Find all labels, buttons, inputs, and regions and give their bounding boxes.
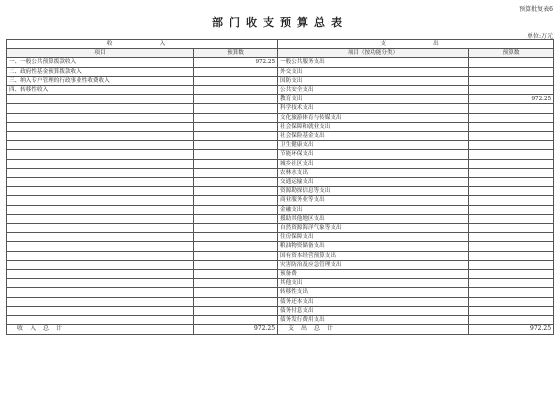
expense-value-cell (469, 187, 554, 196)
expense-value-cell (469, 122, 554, 131)
expense-value-cell (469, 113, 554, 122)
income-total-label: 收入总计 (7, 325, 194, 334)
income-item-cell (7, 159, 194, 168)
income-value-cell (194, 159, 278, 168)
expense-value-cell (469, 168, 554, 177)
income-value-cell (194, 67, 278, 76)
income-value-cell (194, 297, 278, 306)
expense-item-cell: 其他支出 (278, 279, 469, 288)
table-row (7, 270, 554, 279)
income-value-cell (194, 122, 278, 131)
expense-item-cell: 交通运输支出 (278, 178, 469, 187)
income-total-value: 972.25 (194, 325, 278, 334)
expense-value-cell (469, 288, 554, 297)
expense-item-cell: 一般公共服务支出 (278, 58, 469, 67)
income-value-cell (194, 113, 278, 122)
expense-total-value: 972.25 (469, 325, 554, 334)
expense-value-cell (469, 159, 554, 168)
table-row (7, 141, 554, 150)
expense-item-cell: 卫生健康支出 (278, 141, 469, 150)
table-row (7, 214, 554, 223)
table-row (7, 86, 554, 95)
table-row (7, 224, 554, 233)
expense-value-cell (469, 86, 554, 95)
income-item-cell (7, 168, 194, 177)
expense-value-cell (469, 67, 554, 76)
income-value-cell (194, 178, 278, 187)
expense-value-cell (469, 150, 554, 159)
expense-value-cell (469, 58, 554, 67)
table-row (7, 67, 554, 76)
expense-item-cell: 科学技术支出 (278, 104, 469, 113)
income-item-cell: 三、纳入专户管理的行政事业性收费收入 (7, 76, 194, 85)
income-item-cell (7, 132, 194, 141)
budget-summary-table (6, 39, 554, 335)
form-number: 预算批复表6 (519, 6, 553, 13)
income-value-cell (194, 224, 278, 233)
expense-item-cell: 社会保障和就业支出 (278, 122, 469, 131)
table-row (7, 168, 554, 177)
table-row (7, 233, 554, 242)
expense-item-cell: 国防支出 (278, 76, 469, 85)
income-value-cell (194, 86, 278, 95)
income-item-cell: 一、一般公共预算拨款收入 (7, 58, 194, 67)
table-row (7, 178, 554, 187)
expense-value-cell: 972.25 (469, 95, 554, 104)
income-item-cell (7, 242, 194, 251)
income-budget-header: 预算数 (194, 49, 278, 58)
income-item-cell (7, 251, 194, 260)
income-value-cell (194, 242, 278, 251)
income-item-cell (7, 260, 194, 269)
income-item-cell (7, 150, 194, 159)
income-value-cell (194, 104, 278, 113)
table-row (7, 251, 554, 260)
income-value-cell (194, 316, 278, 325)
table-row (7, 159, 554, 168)
income-value-cell (194, 270, 278, 279)
income-value-cell (194, 150, 278, 159)
expense-item-cell: 资源勘探信息等支出 (278, 187, 469, 196)
expense-item-cell: 转移性支出 (278, 288, 469, 297)
income-value-cell (194, 95, 278, 104)
expense-value-cell (469, 233, 554, 242)
table-row (7, 279, 554, 288)
expense-value-cell (469, 196, 554, 205)
income-value-cell (194, 233, 278, 242)
expense-item-cell: 粮油物资储备支出 (278, 242, 469, 251)
income-item-cell (7, 214, 194, 223)
expense-value-cell (469, 316, 554, 325)
income-value-cell (194, 168, 278, 177)
expense-item-cell: 债务付息支出 (278, 306, 469, 315)
income-value-cell (194, 260, 278, 269)
column-header-row (7, 49, 554, 58)
income-value-cell (194, 306, 278, 315)
expense-item-cell: 公共安全支出 (278, 86, 469, 95)
total-row (7, 325, 554, 334)
expense-value-cell (469, 104, 554, 113)
expense-item-header: 项目（按功能分类） (278, 49, 469, 58)
income-value-cell (194, 141, 278, 150)
expense-item-cell: 社会保险基金支出 (278, 132, 469, 141)
expense-value-cell (469, 297, 554, 306)
expense-total-label: 支出总计 (278, 325, 469, 334)
unit-label: 单位:万元 (526, 33, 553, 40)
expense-value-cell (469, 270, 554, 279)
table-row (7, 288, 554, 297)
income-item-cell (7, 270, 194, 279)
expense-item-cell: 援助其他地区支出 (278, 214, 469, 223)
expense-value-cell (469, 279, 554, 288)
table-row (7, 260, 554, 269)
income-section-header: 收 入 (7, 40, 278, 49)
income-item-cell (7, 95, 194, 104)
income-item-header: 项目 (7, 49, 194, 58)
table-row (7, 76, 554, 85)
income-value-cell (194, 132, 278, 141)
expense-item-cell: 金融支出 (278, 205, 469, 214)
expense-value-cell (469, 132, 554, 141)
table-row (7, 132, 554, 141)
income-item-cell (7, 196, 194, 205)
income-item-cell (7, 279, 194, 288)
expense-item-cell: 城乡社区支出 (278, 159, 469, 168)
expense-item-cell: 农林水支出 (278, 168, 469, 177)
income-value-cell (194, 187, 278, 196)
expense-item-cell: 自然资源海洋气象等支出 (278, 224, 469, 233)
table-row (7, 242, 554, 251)
income-item-cell: 二、政府性基金预算拨款收入 (7, 67, 194, 76)
income-item-cell (7, 178, 194, 187)
income-item-cell (7, 297, 194, 306)
income-value-cell (194, 214, 278, 223)
expense-value-cell (469, 76, 554, 85)
income-value-cell (194, 288, 278, 297)
table-row (7, 113, 554, 122)
income-value-cell: 972.25 (194, 58, 278, 67)
expense-item-cell: 文化旅游体育与传媒支出 (278, 113, 469, 122)
table-row (7, 205, 554, 214)
table-row (7, 306, 554, 315)
expense-budget-header: 预算数 (469, 49, 554, 58)
table-row (7, 95, 554, 104)
income-item-cell (7, 104, 194, 113)
expense-value-cell (469, 260, 554, 269)
table-row (7, 150, 554, 159)
page-title: 部门收支预算总表 (212, 16, 348, 29)
expense-value-cell (469, 242, 554, 251)
expense-item-cell: 预备费 (278, 270, 469, 279)
income-item-cell: 四、转移性收入 (7, 86, 194, 95)
expense-value-cell (469, 141, 554, 150)
expense-item-cell: 债务还本支出 (278, 297, 469, 306)
income-item-cell (7, 306, 194, 315)
table-row (7, 196, 554, 205)
expense-value-cell (469, 306, 554, 315)
expense-value-cell (469, 251, 554, 260)
expense-item-cell: 节能环保支出 (278, 150, 469, 159)
income-item-cell (7, 288, 194, 297)
expense-value-cell (469, 214, 554, 223)
expense-item-cell: 住房保障支出 (278, 233, 469, 242)
expense-item-cell: 外交支出 (278, 67, 469, 76)
expense-item-cell: 教育支出 (278, 95, 469, 104)
table-row (7, 187, 554, 196)
income-value-cell (194, 279, 278, 288)
income-value-cell (194, 76, 278, 85)
expense-value-cell (469, 178, 554, 187)
table-row (7, 58, 554, 67)
expense-item-cell: 国有资本经营预算支出 (278, 251, 469, 260)
expense-section-header: 支 出 (278, 40, 554, 49)
expense-value-cell (469, 224, 554, 233)
expense-item-cell: 商业服务业等支出 (278, 196, 469, 205)
income-item-cell (7, 224, 194, 233)
table-row (7, 316, 554, 325)
expense-value-cell (469, 205, 554, 214)
income-value-cell (194, 196, 278, 205)
table-row (7, 297, 554, 306)
expense-item-cell: 债务发行费用支出 (278, 316, 469, 325)
income-item-cell (7, 233, 194, 242)
income-item-cell (7, 141, 194, 150)
income-item-cell (7, 187, 194, 196)
table-row (7, 122, 554, 131)
expense-item-cell: 灾害防治及应急管理支出 (278, 260, 469, 269)
income-item-cell (7, 122, 194, 131)
income-item-cell (7, 113, 194, 122)
income-item-cell (7, 316, 194, 325)
income-value-cell (194, 205, 278, 214)
table-row (7, 104, 554, 113)
income-value-cell (194, 251, 278, 260)
section-header-row (7, 40, 554, 49)
income-item-cell (7, 205, 194, 214)
